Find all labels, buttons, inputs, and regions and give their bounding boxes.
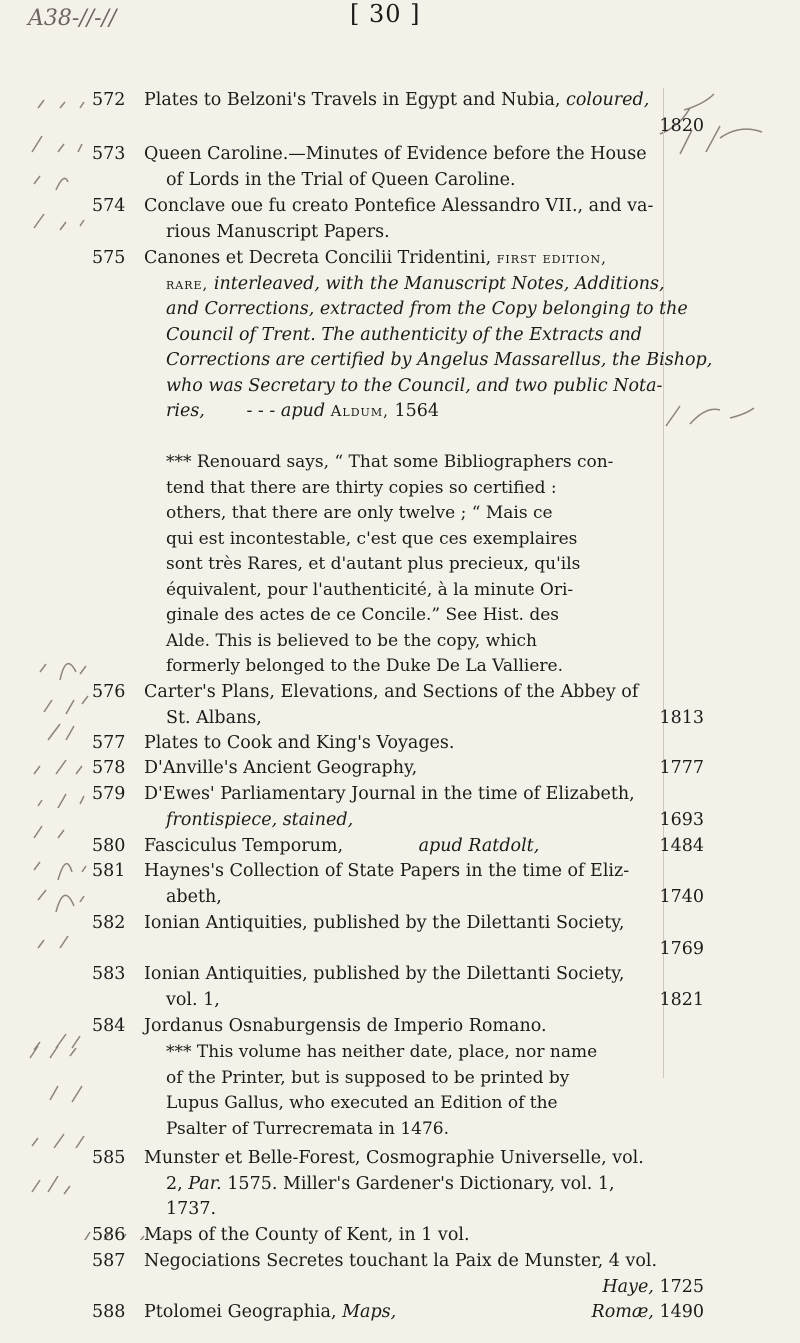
lot-number: 572 [92,90,126,110]
note-line: *** Renouard says, “ That some Bibliographers con- [166,452,614,472]
handwritten-annotation: A38-//-// [28,6,117,31]
entry-italic: ries, [166,401,205,421]
entry-text: D'Anville's Ancient Geography, [144,758,418,778]
note-line: qui est incontestable, c'est que ces exemplaires [166,528,578,549]
entry-italic: coloured, [566,90,650,110]
lot-number: 580 [92,836,126,856]
entry-date: 1740 [659,886,704,907]
entry-date: 1777 [659,758,704,778]
entry-italic: Council of Trent. The authenticity of the Extracts and [166,324,642,345]
note-line: Lupus Gallus, who executed an Edition of the [166,1093,558,1113]
entry-text: Plates to Belzoni's Travels in Egypt and Nubia, [144,90,561,110]
lot-number: 578 [92,758,126,778]
entry-italic: Haye, [602,1276,654,1297]
entry-text: 1575. Miller's Gardener's Dictionary, vol. 1, [227,1173,615,1194]
note-line: Alde. This is believed to be the copy, which [166,630,537,651]
lot-number: 576 [92,682,126,702]
entry-date: 1821 [659,989,704,1010]
entry-date: 1769 [659,938,704,959]
entry-text: 1737. [166,1199,217,1219]
note-line: of the Printer, but is supposed to be printed by [166,1067,570,1088]
entry-text: Queen Caroline.—Minutes of Evidence before the House [144,144,647,164]
lot-number: 587 [92,1251,126,1271]
entry-text: Carter's Plans, Elevations, and Sections of the Abbey of [144,682,639,702]
entry-text: of Lords in the Trial of Queen Caroline. [166,169,516,190]
entry-date: 1490 [659,1302,704,1322]
margin-pencil-marks [20,80,100,1080]
lot-number: 574 [92,196,126,216]
entry-text: D'Ewes' Parliamentary Journal in the time of Elizabeth, [144,784,635,804]
entry-date: 1813 [659,707,704,728]
entry-date: 1820 [659,115,704,136]
entry-italic: Romæ, [591,1302,654,1322]
entry-text: Munster et Belle-Forest, Cosmographie Universelle, vol. [144,1148,644,1168]
lot-number: 573 [92,144,126,164]
entry-smallcaps: rare, [166,274,209,293]
entry-printer: Aldum, [330,402,389,420]
entry-italic: Par. [188,1173,222,1194]
entry-smallcaps: first edition, [496,249,607,267]
entry-italic: apud Ratdolt, [418,836,540,856]
entry-italic: apud [280,401,326,421]
entry-text: Conclave oue fu creato Pontefice Alessandro VII., and va- [144,196,654,216]
entry-text: Negociations Secretes touchant la Paix de Munster, 4 vol. [144,1251,658,1271]
lot-number: 577 [92,733,126,753]
note-line: *** This volume has neither date, place, nor name [166,1042,598,1062]
page-number: [ 30 ] [350,0,421,28]
note-line: formerly belonged to the Duke De La Valliere. [166,656,563,676]
lot-number: 585 [92,1148,126,1168]
entry-date: 1484 [659,836,704,856]
lot-number: 588 [92,1302,126,1322]
lot-number: 575 [92,248,126,268]
entry-italic: Maps, [342,1302,397,1322]
entry-text: Plates to Cook and King's Voyages. [144,733,455,753]
entry-italic: interleaved, with the Manuscript Notes, Additions, [213,273,665,294]
entry-date: 1564 [394,401,439,421]
note-line: Psalter of Turrecremata in 1476. [166,1118,450,1139]
entry-text: Haynes's Collection of State Papers in the time of Eliz- [144,861,630,881]
footnote-jordanus [166,1040,656,1142]
entry-text: vol. 1, [166,989,220,1010]
entry-date: 1693 [659,809,704,830]
entry-dashes: - - - [246,401,276,421]
entry-text: Ionian Antiquities, published by the Dilettanti Society, [144,964,625,984]
entry-text: Ptolomei Geographia, [144,1302,337,1322]
entry-text: rious Manuscript Papers. [166,221,390,242]
entry-date: 1725 [659,1276,704,1297]
entry-text: Jordanus Osnaburgensis de Imperio Romano. [144,1016,547,1036]
entry-text: Ionian Antiquities, published by the Dilettanti Society, [144,913,625,933]
lot-number: 586 [92,1225,126,1245]
lot-number: 582 [92,913,126,933]
entry-text: Canones et Decreta Concilii Tridentini, [144,248,492,268]
note-line: others, that there are only twelve ; “ Mais ce [166,503,553,523]
entry-italic: and Corrections, extracted from the Copy belonging to the [166,299,688,319]
footnote-renouard [166,450,656,680]
entry-text: 2, [166,1173,183,1194]
entry-text: abeth, [166,886,222,907]
note-line: tend that there are thirty copies so certified : [166,477,557,498]
entry-text: Maps of the County of Kent, in 1 vol. [144,1225,470,1245]
entry-text: Fasciculus Temporum, [144,836,344,856]
entry-italic: frontispiece, stained, [166,809,354,830]
lot-number: 579 [92,784,126,804]
entry-italic: Corrections are certified by Angelus Massarellus, the Bishop, [166,350,713,370]
lot-number: 583 [92,964,126,984]
entry-italic: who was Secretary to the Council, and two public Nota- [166,375,663,396]
lot-number: 581 [92,861,126,881]
note-line: équivalent, pour l'authenticité, à la minute Ori- [166,579,574,600]
entry-text: St. Albans, [166,707,262,728]
note-line: sont très Rares, et d'autant plus precieux, qu'ils [166,554,581,574]
lot-number: 584 [92,1016,126,1036]
note-line: ginale des actes de ce Concile.” See Hist. des [166,605,559,625]
